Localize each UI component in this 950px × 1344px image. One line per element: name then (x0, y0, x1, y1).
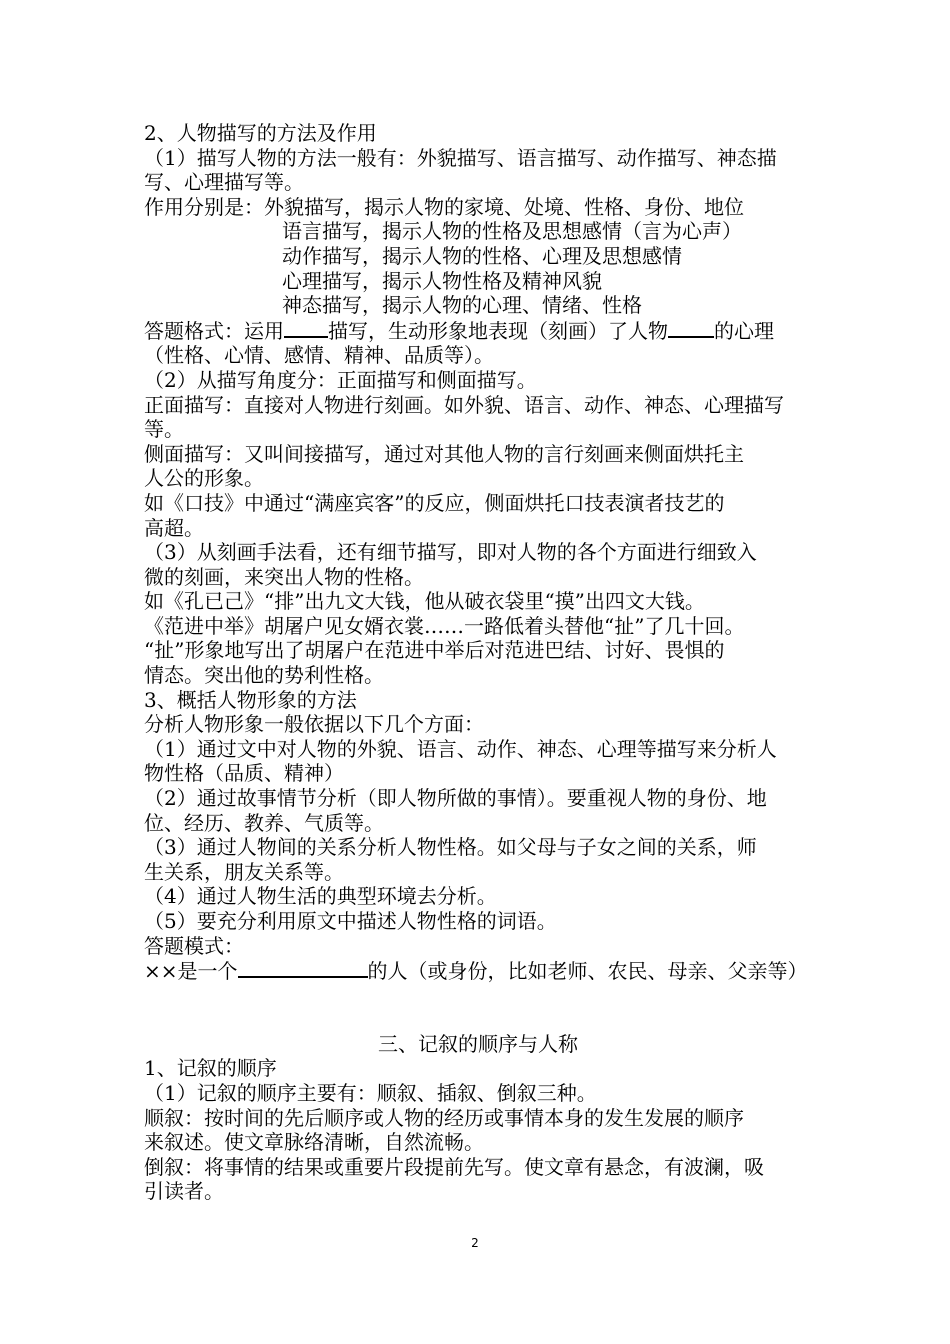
list-item: 动作描写，揭示人物的性格、心理及思想感情 (282, 243, 682, 268)
fill-blank (668, 318, 714, 338)
spacer (144, 984, 812, 1032)
fill-blank (284, 318, 328, 338)
paragraph: 微的刻画，来突出人物的性格。 (144, 564, 424, 589)
list-item: 物性格（品质、精神） (144, 761, 344, 786)
page-content (144, 121, 812, 1204)
list-item: （2）通过故事情节分析（即人物所做的事情）。要重视人物的身份、地 (144, 786, 767, 811)
list-item: （3）通过人物间的关系分析人物性格。如父母与子女之间的关系，师 (144, 835, 757, 860)
list-item: 生关系，朋友关系等。 (144, 859, 344, 884)
list-item: 心理描写，揭示人物性格及精神风貌 (282, 268, 602, 293)
answer-format (144, 318, 812, 344)
list-item: （5）要充分利用原文中描述人物性格的词语。 (144, 909, 557, 933)
section-title: 3、概括人物形象的方法 (144, 687, 357, 712)
list-item: 神态描写，揭示人物的心理、情绪、性格 (282, 293, 642, 318)
paragraph: 侧面描写：又叫间接描写，通过对其他人物的言行刻画来侧面烘托主 (144, 441, 744, 466)
list-item: 语言描写，揭示人物的性格及思想感情（言为心声） (282, 219, 742, 244)
text: 的人（或身份，比如老师、农民、母亲、父亲等） (367, 959, 808, 984)
paragraph: 情态。突出他的势利性格。 (144, 663, 384, 688)
paragraph: 正面描写：直接对人物进行刻画。如外貌、语言、动作、神态、心理描写 (144, 392, 784, 417)
page-number: 2 (471, 1236, 479, 1250)
paragraph: 分析人物形象一般依据以下几个方面： (144, 712, 484, 737)
paragraph: 引读者。 (144, 1179, 224, 1204)
text: 答题格式：运用 (144, 318, 284, 343)
paragraph: 如《口技》中通过“满座宾客”的反应，侧面烘托口技表演者技艺的 (144, 490, 725, 515)
paragraph: 高超。 (144, 515, 204, 540)
paragraph: （性格、心情、感情、精神、品质等）。 (144, 343, 494, 368)
paragraph: 来叙述。使文章脉络清晰，自然流畅。 (144, 1130, 484, 1155)
answer-format (144, 958, 812, 984)
section-title: 2、人物描写的方法及作用 (144, 121, 377, 145)
paragraph: 作用分别是：外貌描写，揭示人物的家境、处境、性格、身份、地位 (144, 194, 744, 219)
paragraph: “扯”形象地写出了胡屠户在范进中举后对范进巴结、讨好、畏惧的 (144, 638, 725, 663)
paragraph: （1）记叙的顺序主要有：顺叙、插叙、倒叙三种。 (144, 1080, 597, 1105)
paragraph: 《范进中举》胡屠户见女婿衣裳……一路低着头替他“扯”了几十回。 (144, 613, 745, 638)
list-item: 位、经历、教养、气质等。 (144, 810, 384, 835)
paragraph: 等。 (144, 417, 184, 442)
paragraph: 倒叙：将事情的结果或重要片段提前先写。使文章有悬念，有波澜，吸 (144, 1154, 764, 1179)
text: 描写，生动形象地表现（刻画）了人物 (328, 318, 668, 343)
paragraph: （3）从刻画手法看，还有细节描写，即对人物的各个方面进行细致入 (144, 540, 757, 565)
paragraph: 顺叙：按时间的先后顺序或人物的经历或事情本身的发生发展的顺序 (144, 1105, 744, 1130)
list-item: （1）通过文中对人物的外貌、语言、动作、神态、心理等描写来分析人 (144, 736, 777, 761)
text: ××是一个 (144, 959, 238, 984)
chapter-heading: 三、记叙的顺序与人称 (378, 1031, 578, 1056)
paragraph: 如《孔已己》“排”出九文大钱，他从破衣袋里“摸”出四文大钱。 (144, 589, 705, 614)
text: 的心理 (714, 318, 774, 343)
section-title: 1、记叙的顺序 (144, 1056, 277, 1081)
answer-format-label: 答题模式： (144, 933, 244, 958)
fill-blank (238, 958, 368, 978)
paragraph: （1）描写人物的方法一般有：外貌描写、语言描写、动作描写、神态描写、心理描写等。 (144, 145, 777, 195)
paragraph: 人公的形象。 (144, 466, 264, 491)
paragraph: （2）从描写角度分：正面描写和侧面描写。 (144, 367, 537, 392)
list-item: （4）通过人物生活的典型环境去分析。 (144, 884, 497, 909)
